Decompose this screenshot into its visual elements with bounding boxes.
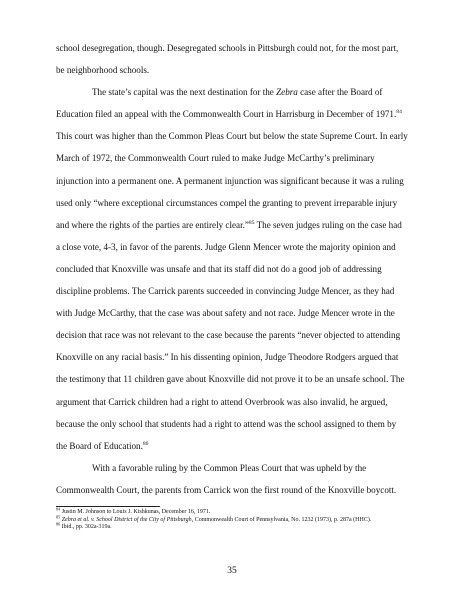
text-run: With a favorable ruling by the Common Pleas Court that was upheld by the Commonwealth Court, the parents from Carrick won the first round of the Knoxville boycott. xyxy=(56,462,397,495)
footnote xyxy=(56,521,408,532)
text-run: This court was higher than the Common Pleas Court but below the state Supreme Court. In early March of 1972, the Commonwealth Court ruled to make Judge McCarthy’s preliminary injunction into a permanent one. A permanent injunction was significant because it was a ruling used only “where exceptional circumstances compel the granting to prevent irreparable injury and where the rights of the parties are entirely clear.” xyxy=(56,131,408,230)
text-run: case after the Board of Education filed an appeal with the Commonwealth Court in Harrisburg in December of 1971. xyxy=(56,87,397,120)
text-run: Justin M. Johnson to Louis J. Kishkunas, December 16, 1971. xyxy=(60,509,211,515)
footnote-marker: 85 xyxy=(56,514,61,520)
footnotes xyxy=(56,506,408,532)
body-paragraph xyxy=(56,457,408,501)
text-run: The state’s capital was the next destination for the xyxy=(92,87,277,98)
body-paragraph xyxy=(56,81,408,457)
footnote-marker: 85 xyxy=(248,219,255,226)
footnote-marker: 84 xyxy=(396,109,402,116)
footnote-marker: 86 xyxy=(56,521,61,527)
text-run: , Commonwealth Court of Pennsylvania, No. 1232 (1973), p. 287a (HHC). xyxy=(191,516,372,523)
page-number: 35 xyxy=(227,566,237,576)
text-run: Ibid., pp. 302a-319a. xyxy=(60,524,112,531)
italic-text: Zebra xyxy=(276,87,298,98)
body-paragraph xyxy=(56,37,408,81)
footnote-marker: 86 xyxy=(142,440,149,447)
text-run: school desegregation, though. Desegregated schools in Pittsburgh could not, for the most part, be neighborhood schools. xyxy=(56,43,399,76)
footnote-divider xyxy=(56,506,160,507)
italic-text: Zebra et al. v. School District of the City of Pittsburgh xyxy=(61,516,192,523)
footnote-marker: 84 xyxy=(56,506,61,512)
text-run: The seven judges ruling on the case had a close vote, 4-3, in favor of the parents. Judge Glenn Mencer wrote the majority opinion and concluded that Knoxville was unsafe and that its staff did not do a good job of addressing discipline problems. The Carrick parents succeeded in convincing Judge Mencer, as they had with Judge McCarthy, that the case was about safety and not race. Judge Mencer wrote in the decision that race was not relevant to the case because the parents “never objected to attending Knoxville on any racial basis.” In his dissenting opinion, Judge Theodore Rodgers argued that the testimony that 11 children gave about Knoxville did not prove it to be an unsafe school. The argument that Carrick children had a right to attend Overbrook was also invalid, he argued, because the only school that students had a right to attend was the school assigned to them by the Board of Education. xyxy=(56,219,405,451)
body-text xyxy=(56,37,408,501)
